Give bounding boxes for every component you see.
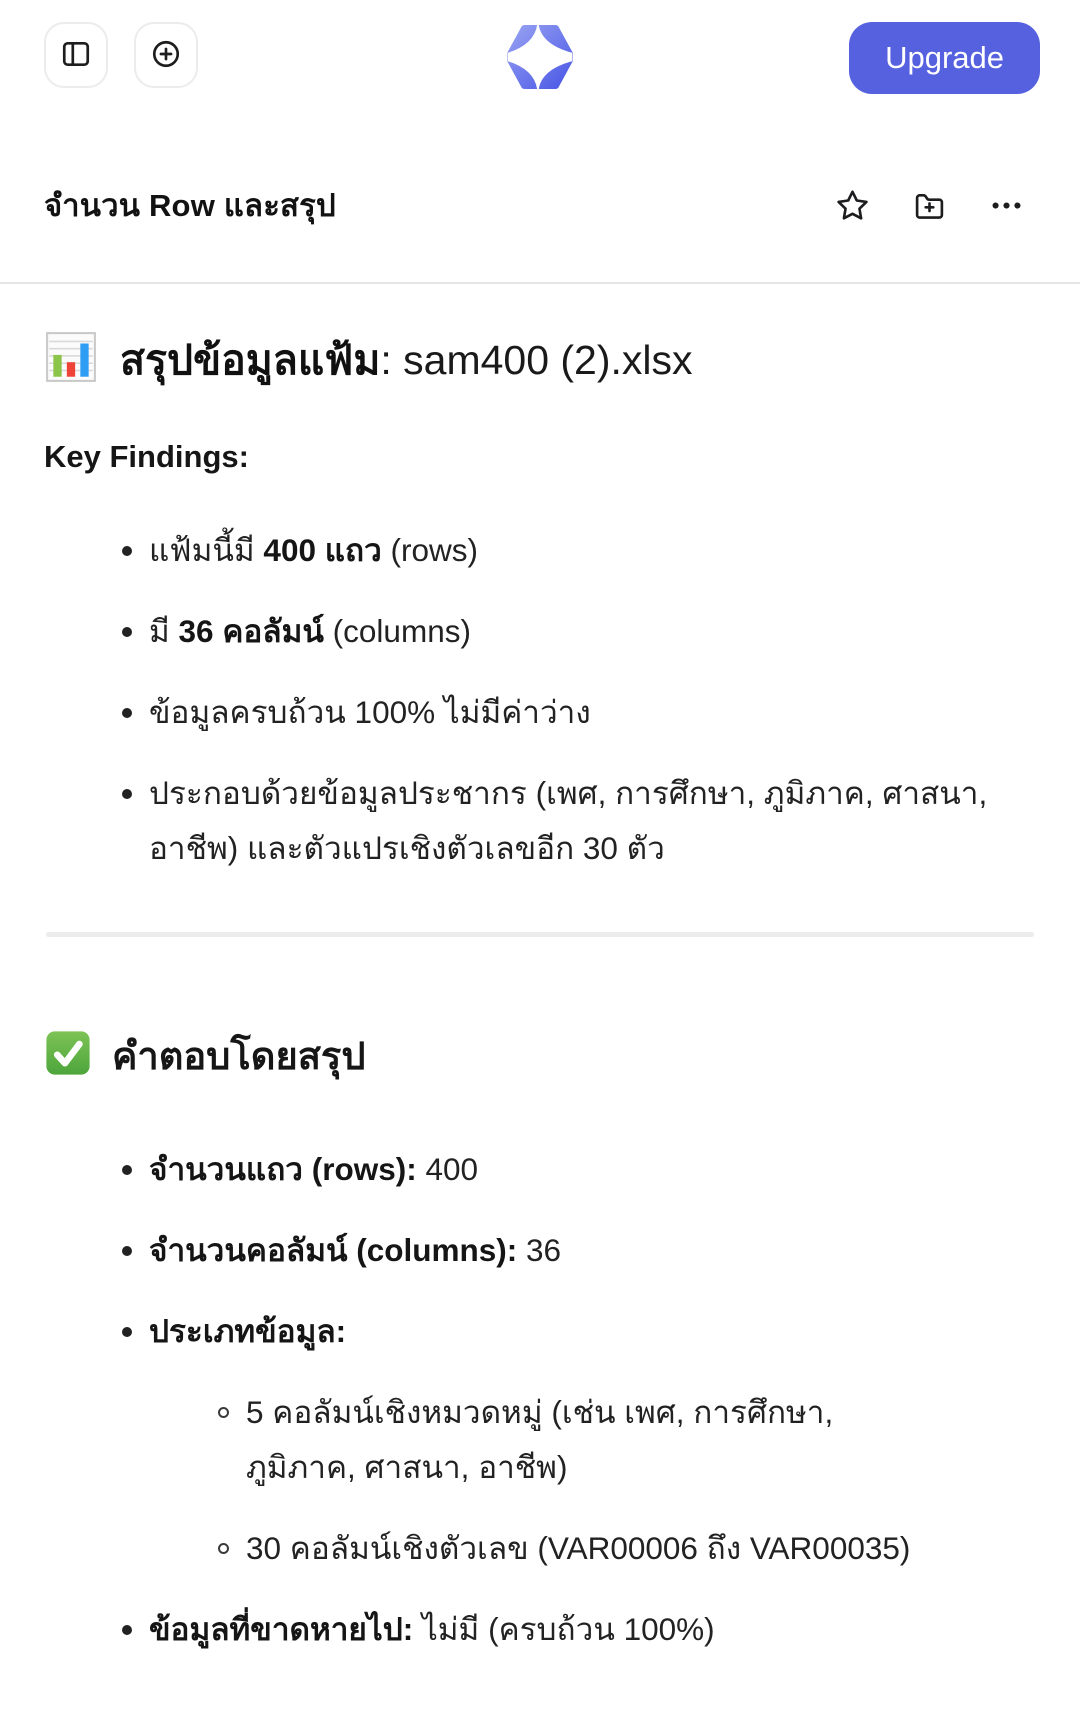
list-item: ข้อมูลครบถ้วน 100% ไม่มีค่าว่าง (44, 685, 1036, 740)
circle-bullet-marker (218, 1543, 229, 1554)
top-app-bar (0, 0, 1080, 96)
bullet-marker (122, 627, 132, 637)
chat-title: จำนวน Row และสรุป (44, 188, 336, 223)
file-summary-heading (44, 330, 1036, 389)
spark-logo-icon (507, 24, 573, 90)
sidebar-toggle-button[interactable] (44, 22, 108, 88)
check-mark-emoji (44, 1029, 92, 1082)
bullet-marker (122, 1327, 132, 1337)
list-item: ประกอบด้วยข้อมูลประชากร (เพศ, การศึกษา, ภูมิภาค, ศาสนา, อาชีพ) และตัวแปรเชิงตัวเลขอีก 30 ตัว (44, 766, 1036, 876)
bullet-marker (122, 708, 132, 718)
bullet-marker (122, 1625, 132, 1635)
sub-list-item: 5 คอลัมน์เชิงหมวดหมู่ (เช่น เพศ, การศึกษา, ภูมิภาค, ศาสนา, อาชีพ) (44, 1385, 1036, 1495)
key-findings-heading: Key Findings: (44, 439, 249, 474)
bullet-marker (122, 1165, 132, 1175)
circle-bullet-marker (218, 1407, 229, 1418)
chat-title-bar (0, 182, 1080, 228)
star-icon[interactable] (835, 188, 870, 223)
list-item: จำนวนแถว (rows): 400 (44, 1142, 1036, 1197)
summary-heading-text: คำตอบโดยสรุป (112, 1036, 366, 1078)
new-chat-button[interactable] (134, 22, 198, 88)
ellipsis-icon[interactable] (989, 188, 1024, 223)
plus-circle-icon (150, 38, 182, 73)
section-divider (46, 932, 1034, 937)
list-item: ข้อมูลที่ขาดหายไป: ไม่มี (ครบถ้วน 100%) (44, 1602, 1036, 1657)
page-title: สรุปข้อมูลแฟ้ม: sam400 (2).xlsx (120, 336, 693, 383)
list-item: ประเภทข้อมูล: (44, 1304, 1036, 1359)
folder-plus-icon[interactable] (912, 188, 947, 223)
message-content (0, 330, 1080, 1657)
panel-left-icon (60, 38, 92, 73)
list-item: มี 36 คอลัมน์ (columns) (44, 604, 1036, 659)
key-findings-list (44, 523, 1036, 876)
list-item: จำนวนคอลัมน์ (columns): 36 (44, 1223, 1036, 1278)
header-divider (0, 282, 1080, 284)
sub-list-item: 30 คอลัมน์เชิงตัวเลข (VAR00006 ถึง VAR00035) (44, 1521, 1036, 1576)
summary-list (44, 1142, 1036, 1657)
upgrade-button[interactable]: Upgrade (849, 22, 1040, 94)
bullet-marker (122, 1246, 132, 1256)
list-item: แฟ้มนี้มี 400 แถว (rows) (44, 523, 1036, 578)
bullet-marker (122, 789, 132, 799)
summary-heading (44, 1025, 1036, 1086)
bullet-marker (122, 546, 132, 556)
bar-chart-emoji (44, 330, 98, 389)
